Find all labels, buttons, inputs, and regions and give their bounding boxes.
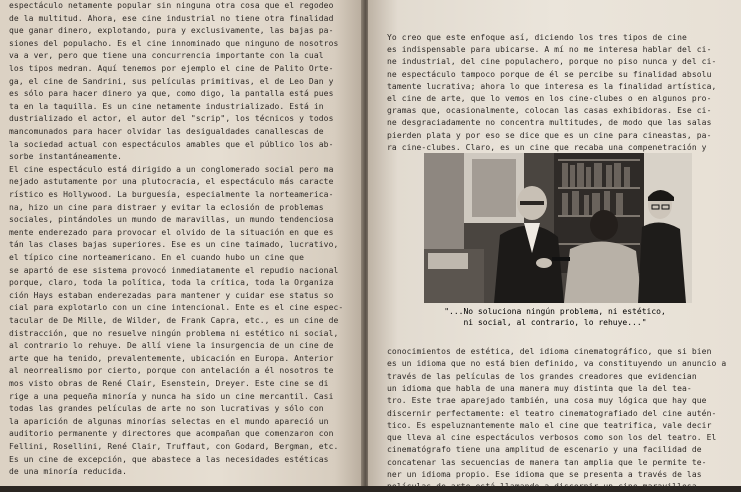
- left-page-line: dustrializado el actor, el autor del "scrip", los técnicos y todos: [9, 114, 334, 124]
- left-page-line: El cine espectáculo está dirigido a un conglomerado social pero ma: [9, 164, 334, 174]
- right-page-line-bottom: un idioma que habla de una manera muy distinta que la del tea-: [387, 383, 692, 393]
- left-page-line: la sociedad actual con espectáculos amables que el público los ab-: [9, 139, 334, 149]
- right-page-line-top: tamente lucrativa; ahora lo que interesa es la finalidad artística,: [387, 81, 717, 91]
- right-page-line-bottom: través de las películas de los grandes creadores que evidencian: [387, 371, 697, 381]
- left-page-line: cial para explotarlo con un cine intencional. Ente es el cine espec-: [9, 303, 344, 313]
- left-page-line: porque, claro, toda la política, toda la crítica, toda la Organiza: [9, 278, 334, 288]
- right-page-line-bottom: es un idioma que no está bien definido, va constituyendo un anuncio a: [387, 359, 727, 369]
- article-photo: [424, 153, 692, 303]
- right-page-line-bottom: discernir perfectamente: el teatro cinematografiado del cine autén-: [387, 408, 717, 418]
- left-page-line: de la multitud. Ahora, ese cine industrial no tiene otra finalidad: [9, 13, 334, 23]
- left-page-line: rístico es Hollywood. La burguesía, especialmente la norteamerica-: [9, 190, 334, 199]
- right-page-line-bottom: tico. Es espeluznantemente malo el cine que teatrifica, vale decir: [387, 420, 712, 430]
- left-page-line: siones del populacho. Es el cine innominado que ninguno de nosotros: [9, 38, 339, 48]
- left-page-line: se apartó de ese sistema provocó inmediatamente el repudio nacional: [9, 265, 339, 275]
- left-page-line: Fellini, Rosellini, René Clair, Truffaut, con Godard, Bergman, etc.: [9, 442, 339, 451]
- left-page: [0, 0, 364, 486]
- right-page-line-bottom: que lleva al cine espectáculos verbosos como son los del teatro. El: [387, 433, 717, 443]
- right-page-line-top: el cine de arte, que lo vemos en los cine-clubes o en algunos pro-: [387, 94, 712, 103]
- left-page-line: los tipos medran. Aquí tenemos por ejemplo el cine de Palito Orte-: [9, 64, 334, 73]
- left-page-line: de una minoría reducida.: [9, 467, 127, 477]
- left-page-line: que ganar dinero, explotando, pura y exclusivamente, las bajas pa-: [9, 26, 334, 36]
- left-page-line: al contrario lo rehuye. De allí viene la insurgencia de un cine de: [9, 341, 334, 351]
- left-page-line: tán las clases bajas superiores. Ese es un cine taimado, lucrativo,: [9, 240, 339, 250]
- left-page-line: auditorio permanente y directores que acompañan que comenzaron con: [9, 429, 334, 439]
- left-page-line: arte que ha tenido, prevalentemente, ubicación en Europa. Anterior: [9, 353, 334, 363]
- photo-caption-line-2: ni social, al contrario, lo rehuye...": [463, 318, 647, 327]
- right-page-line-top: ne desgraciadamente no concentra multitudes, de modo que las salas: [387, 118, 712, 128]
- right-page-line-top: gramas que, ocasionalmente, colocan las casas exhibidoras. Ese ci-: [387, 106, 712, 116]
- left-page-line: Es un cine de excepción, que abastece a las necesidades estéticas: [9, 454, 329, 464]
- right-page-line-top: ra cine-clubes. Claro, es un cine que recaba una compenetración y: [387, 142, 707, 152]
- left-page-line: ción Hays estaban enderezadas para mantener y cuidar ese status so: [9, 290, 334, 300]
- left-page-line: sorbe instantáneamente.: [9, 152, 123, 162]
- left-page-line: rige a una pequeña minoría y nunca ha sido un cine mercantil. Casi: [9, 391, 334, 401]
- right-page-line-top: Yo creo que este enfoque así, diciendo los tres tipos de cine: [387, 33, 687, 42]
- right-page-line-bottom: películas de arte está llamando a discernir un cine maravillosa: [387, 482, 697, 492]
- right-page-line-bottom: cinematógrafo tiene una amplitud de escenario y una facilidad de: [387, 445, 702, 455]
- left-page-line: el típico cine norteamericano. En el cuando hubo un cine que: [9, 253, 304, 262]
- photo-caption-line-1: "...No soluciona ningún problema, ni estético,: [444, 307, 666, 316]
- right-page-line-bottom: conocimientos de estética, del idioma cinematográfico, que si bien: [387, 347, 712, 356]
- left-page-line: tacular de De Mille, de Wilder, de Frank Capra, etc., es un cine de: [9, 316, 339, 325]
- left-page-line: va a ver, pero que tiene una concurrencia importante con la cual: [9, 51, 324, 61]
- left-page-line: mos visto obras de René Clair, Esenstein, Dreyer. Este cine se di: [9, 379, 329, 388]
- left-page-line: na, hizo un cine para distraer y evitar la eclosión de problemas: [9, 202, 324, 212]
- right-page-line-top: ne espectáculo tampoco porque de él se percibe su finalidad absolu: [387, 69, 712, 79]
- left-page-line: mancomunados para hacer olvidar las desigualdades canallescas de: [9, 127, 324, 136]
- right-page-line-bottom: ner un idioma propio. Ese idioma que se presenta a través de las: [387, 470, 702, 479]
- left-page-line: sociales, pintándoles un mundo de maravillas, un mundo tendenciosa: [9, 215, 334, 225]
- right-page-line-top: pierden plata y por eso se dice que es un cine para cineastas, pa-: [387, 130, 712, 140]
- right-page-line-bottom: tro. Este trae aparejado también, una cosa muy lógica que hay que: [387, 396, 707, 406]
- left-page-line: distracción, que no resuelve ningún problema ni estético ni social,: [9, 328, 339, 338]
- right-page-line-bottom: concatenar las secuencias de manera tan amplia que le permite te-: [387, 457, 707, 467]
- left-page-line: ga, el cine de Sandrini, sus películas primitivas, el de Leo Dan y: [9, 76, 334, 86]
- right-page-line-top: ne industrial, del cine populachero, porque no piso nunca y del ci-: [387, 57, 717, 67]
- left-page-line: nejado astutamente por una plutocracia, el espectáculo más caracte: [9, 177, 334, 187]
- left-page-line: la aparición de algunas minorías selectas en el mundo apareció un: [9, 416, 329, 426]
- right-page-line-top: es indispensable para ubicarse. A mí no me interesa hablar del ci-: [387, 45, 712, 55]
- left-page-line: al neorrealismo por cierto, porque con antelación a él nosotros te: [9, 366, 334, 376]
- left-page-line: ta en la taquilla. Es un cine netamente industrializado. Está in: [9, 101, 324, 111]
- left-page-line: es sólo para hacer dinero ya que, como digo, la pantalla está pues: [9, 89, 334, 99]
- left-page-line: espectáculo netamente popular sin ninguna otra cosa que el regodeo: [9, 1, 334, 10]
- left-page-line: todas las grandes películas de arte no son lucrativas y sólo con: [9, 404, 324, 414]
- left-page-line: mente enderezado para provocar el olvido de la situación en que es: [9, 227, 334, 237]
